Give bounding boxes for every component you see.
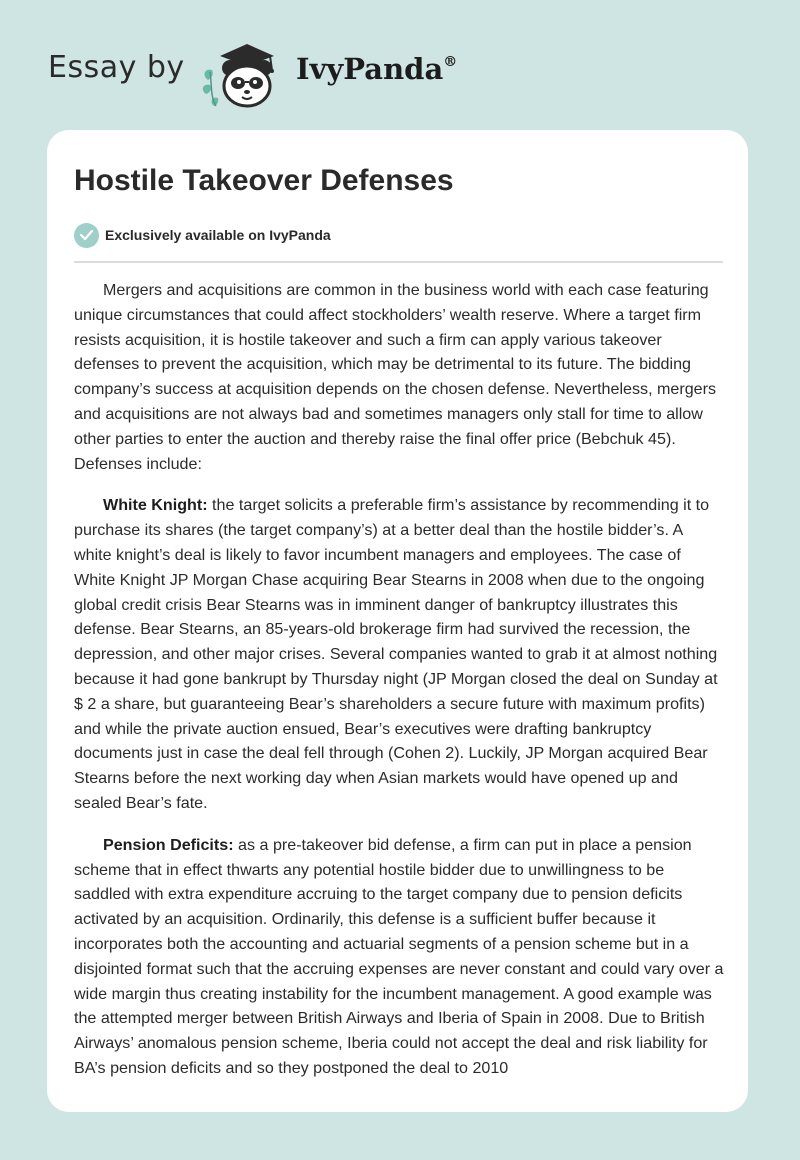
essay-by-label: Essay by (48, 50, 185, 85)
ivypanda-logo-icon[interactable] (200, 36, 292, 110)
divider (74, 261, 723, 263)
check-circle-icon (74, 223, 99, 248)
paragraph-lead: White Knight: (103, 496, 208, 515)
registered-mark: ® (443, 54, 458, 70)
paragraph-text: Mergers and acquisitions are common in the business world with each case featuring unique circumstances that could affect stockholders’ wealth reserve. Where a target firm resists acquisition, it is hostile takeover and such a firm can apply various takeover defenses to prevent the acquisition, which may be detrimental to its future. The bidding company’s success at acquisition depends on the chosen defense. Nevertheless, mergers and acquisitions are not always bad and sometimes managers only stall for time to allow other parties to enter the auction and thereby raise the final offer price (Bebchuk 45). Defenses include: (74, 281, 717, 473)
paragraph-lead: Pension Deficits: (103, 835, 234, 854)
brand-name (296, 52, 457, 86)
paragraph-text: as a pre-takeover bid defense, a firm can put in place a pension scheme that in effect thwarts any potential hostile bidder due to unwillingness to be saddled with extra expenditure accruing to the target company due to pension deficits activated by an acquisition. Ordinarily, this defense is a sufficient buffer because it incorporates both the accounting and actuarial segments of a pension scheme but in a disjointed format such that the accruing expenses are never constant and could vary over a wide margin thus creating instability for the incumbent management. A good example was the attempted merger between British Airways and Iberia of Spain in 2008. Due to British Airways’ anomalous pension scheme, Iberia could not accept the deal and risk liability for BA’s pension deficits and so they postponed the deal to 2010 (74, 835, 724, 1077)
paragraph-text: the target solicits a preferable firm’s assistance by recommending it to purchase its shares (the target company’s) at a better deal than the hostile bidder’s. A white knight’s deal is likely to favor incumbent managers and employees. The case of White Knight JP Morgan Chase acquiring Bear Stearns in 2008 when due to the ongoing global credit crisis Bear Stearns was in imminent danger of bankruptcy illustrates this defense. Bear Stearns, an 85-years-old brokerage firm had survived the recession, the depression, and other major crises. Several companies wanted to grab it at almost nothing because it had gone bankrupt by Thursday night (JP Morgan closed the deal on Sunday at $ 2 a share, but guaranteeing Bear’s shareholders a secure future with maximum profits) and while the private auction ensued, Bear’s executives were drafting bankruptcy documents just in case the deal fell through (Cohen 2). Luckily, JP Morgan acquired Bear Stearns before the next working day when Asian markets would have opened up and sealed Bear’s fate. (74, 496, 718, 812)
essay-title: Hostile Takeover Defenses (74, 164, 454, 197)
essay-card (47, 130, 748, 1112)
exclusive-badge-label: Exclusively available on IvyPanda (105, 227, 331, 243)
exclusive-badge (74, 222, 331, 248)
paragraph-pension-deficits (74, 833, 724, 1081)
paragraph-white-knight (74, 493, 724, 815)
paragraph-intro (74, 278, 724, 476)
essay-body (74, 278, 724, 1098)
site-header (0, 0, 800, 130)
brand-name-text: IvyPanda (296, 52, 444, 86)
